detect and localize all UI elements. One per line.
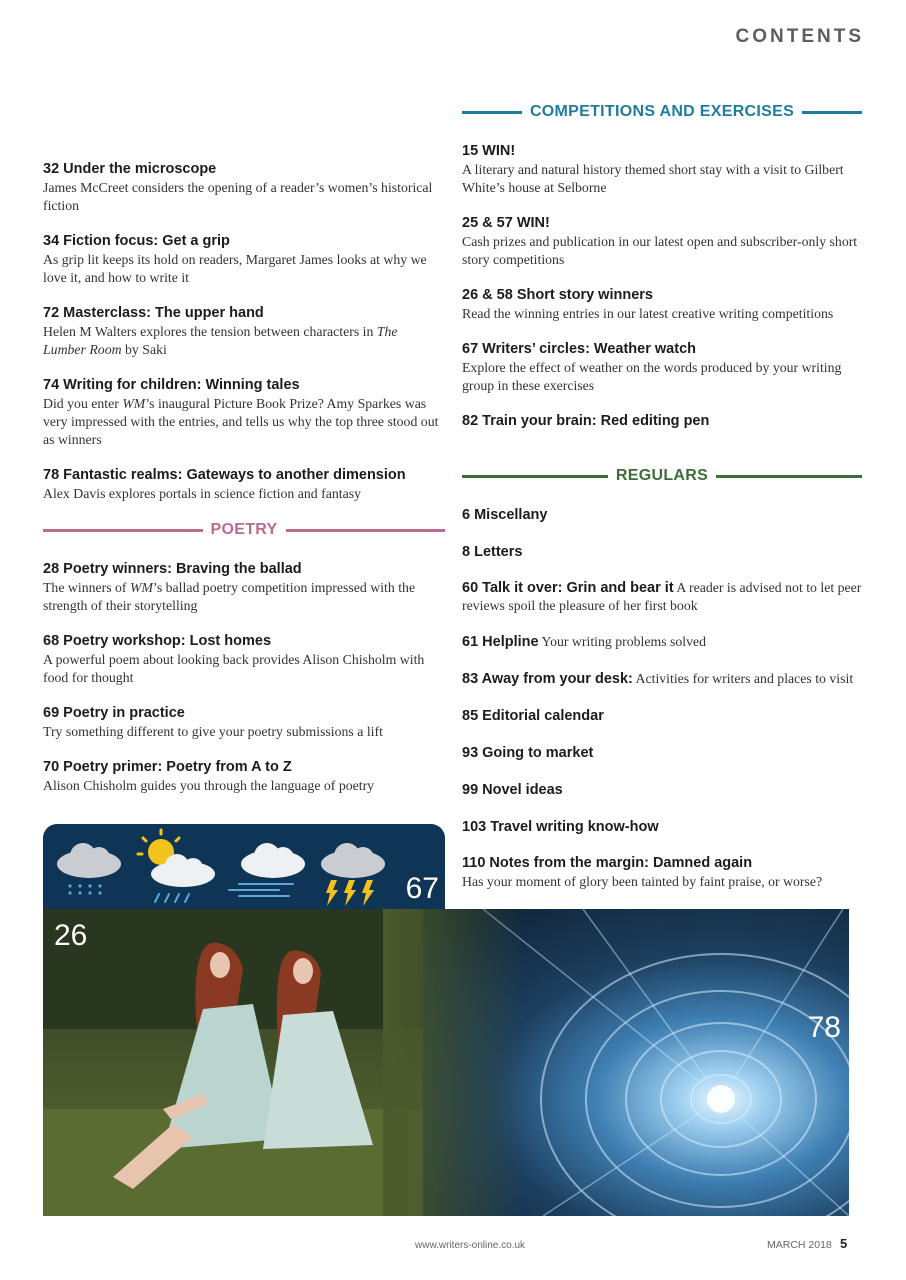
entry-description: Has your moment of glory been tainted by faint praise, or worse? [462,874,823,889]
section-heading-text: COMPETITIONS AND EXERCISES [529,103,795,120]
list-item[interactable] [462,505,862,525]
entry-title[interactable] [462,505,862,525]
desc-italic: The Lumber Room [43,324,398,357]
list-item[interactable] [462,817,862,837]
footer-url[interactable]: www.writers-online.co.uk [415,1240,526,1251]
feature-photo[interactable] [43,909,849,1216]
entry-inline-description: A reader is advised not to let peer reviews spoil the pleasure of her first book [462,580,862,613]
entry-title-text[interactable]: 93 Going to market [462,745,594,761]
entry-title[interactable] [462,780,862,800]
entry-title[interactable]: 25 & 57 WIN! [462,215,550,231]
section-heading-poetry [43,521,445,539]
poetry-list [43,560,443,812]
entry-title[interactable]: 67 Writers’ circles: Weather watch [462,341,696,357]
list-item[interactable] [43,160,443,215]
weather-icons-illustration [43,824,445,910]
entry-title[interactable]: 70 Poetry primer: Poetry from A to Z [43,759,292,775]
weather-icons-panel[interactable] [43,824,445,910]
desc-text: Did you enter [43,396,123,411]
desc-italic: WM [122,396,146,411]
list-item[interactable] [462,780,862,800]
desc-text: The winners of [43,580,130,595]
photo-blend [383,909,523,1216]
section-heading-text: REGULARS [615,467,709,484]
entry-description: James McCreet considers the opening of a reader’s women’s historical fiction [43,180,433,213]
entry-description [43,395,443,449]
page-number-label: 78 [807,1011,841,1044]
list-item[interactable] [43,560,443,615]
entry-description: Cash prizes and publication in our latest open and subscriber-only short story competitions [462,234,858,267]
desc-text: by Saki [121,342,167,357]
divider-line [462,111,522,114]
entry-title-text[interactable]: 61 Helpline [462,634,539,650]
list-item[interactable] [462,854,862,891]
entry-title[interactable]: 74 Writing for children: Winning tales [43,377,300,393]
entry-title-text[interactable]: 6 Miscellany [462,507,548,523]
list-item[interactable] [462,743,862,763]
competitions-list [462,142,862,448]
entry-description: Alex Davis explores portals in science fiction and fantasy [43,486,361,501]
entry-title[interactable] [462,632,862,652]
desc-text: ’s inaugural Picture Book Prize? Amy Sparkes was very impressed with the entries, and tells us why the top three stood out as winners [43,396,439,447]
entry-title-text[interactable]: 103 Travel writing know-how [462,819,659,835]
list-item[interactable] [43,632,443,687]
entry-title[interactable]: 69 Poetry in practice [43,705,185,721]
entry-description: As grip lit keeps its hold on readers, Margaret James looks at why we love it, and how to write it [43,252,427,285]
entry-description: A powerful poem about looking back provides Alison Chisholm with food for thought [43,652,425,685]
list-item[interactable] [462,142,862,197]
list-item[interactable] [462,706,862,726]
entry-title[interactable] [462,542,862,562]
regulars-list [462,505,862,908]
entry-description: Alison Chisholm guides you through the language of poetry [43,778,375,793]
list-item[interactable] [462,412,862,431]
entry-title-text[interactable]: 8 Letters [462,544,523,560]
list-item[interactable] [43,232,443,287]
entry-title[interactable]: 28 Poetry winners: Braving the ballad [43,561,302,577]
list-item[interactable] [462,286,862,323]
entry-title-text[interactable]: 83 Away from your desk: [462,671,633,687]
list-item[interactable] [462,214,862,269]
page-number-label: 26 [54,919,88,952]
rain-cloud-icon [57,843,121,895]
entry-title-text[interactable]: 85 Editorial calendar [462,708,604,724]
storm-cloud-icon [321,843,385,906]
entry-title[interactable]: 15 WIN! [462,143,516,159]
entry-title[interactable]: 82 Train your brain: Red editing pen [462,413,710,429]
entry-description: Try something different to give your poetry submissions a lift [43,724,383,739]
entry-title[interactable]: 110 Notes from the margin: Damned again [462,855,753,871]
divider-line [716,475,862,478]
list-item[interactable] [43,304,443,359]
entry-description [43,579,443,615]
list-item[interactable] [462,579,862,615]
divider-line [462,475,608,478]
entry-title[interactable]: 26 & 58 Short story winners [462,287,653,303]
list-item[interactable] [43,758,443,795]
desc-text: ’s ballad poetry competition impressed with the strength of their storytelling [43,580,416,613]
section-heading-text: POETRY [210,521,278,538]
fiction-list [43,160,443,520]
list-item[interactable] [462,632,862,652]
entry-title[interactable]: 34 Fiction focus: Get a grip [43,233,230,249]
list-item[interactable] [462,542,862,562]
entry-title[interactable]: 32 Under the microscope [43,161,217,177]
entry-title[interactable] [462,743,862,763]
divider-line [286,529,446,532]
page-number-label: 67 [405,872,439,905]
entry-title-text[interactable]: 60 Talk it over: Grin and bear it [462,580,674,596]
list-item[interactable] [462,340,862,395]
entry-inline-description: Activities for writers and places to visit [632,671,854,686]
entry-title[interactable] [462,579,862,615]
sun-cloud-rain-icon [138,830,215,902]
desc-text: Helen M Walters explores the tension between characters in [43,324,377,339]
footer-date: MARCH 2018 [767,1239,832,1251]
entry-description: Read the winning entries in our latest creative writing competitions [462,306,834,321]
list-item[interactable] [43,466,443,503]
entry-title[interactable] [462,817,862,837]
entry-description: A literary and natural history themed short stay with a visit to Gilbert White’s house at Selborne [462,162,844,195]
page-number: 5 [840,1236,848,1251]
entry-title[interactable]: 68 Poetry workshop: Lost homes [43,633,272,649]
wind-cloud-icon [229,843,305,896]
entry-title[interactable] [462,706,862,726]
list-item[interactable] [43,376,443,449]
entry-title[interactable]: 72 Masterclass: The upper hand [43,305,264,321]
entry-description: Explore the effect of weather on the words produced by your writing group in these exercises [462,360,842,393]
divider-line [802,111,862,114]
section-heading-regulars [462,467,862,485]
entry-title-text[interactable]: 99 Novel ideas [462,782,563,798]
desc-italic: WM [129,580,153,595]
section-heading-competitions [462,103,862,121]
list-item[interactable] [462,669,862,689]
list-item[interactable] [43,704,443,741]
entry-description [43,323,443,359]
entry-title[interactable]: 78 Fantastic realms: Gateways to another dimension [43,467,406,483]
page-title: CONTENTS [735,26,864,47]
entry-inline-description: Your writing problems solved [538,634,707,649]
divider-line [43,529,203,532]
entry-title[interactable] [462,669,862,689]
